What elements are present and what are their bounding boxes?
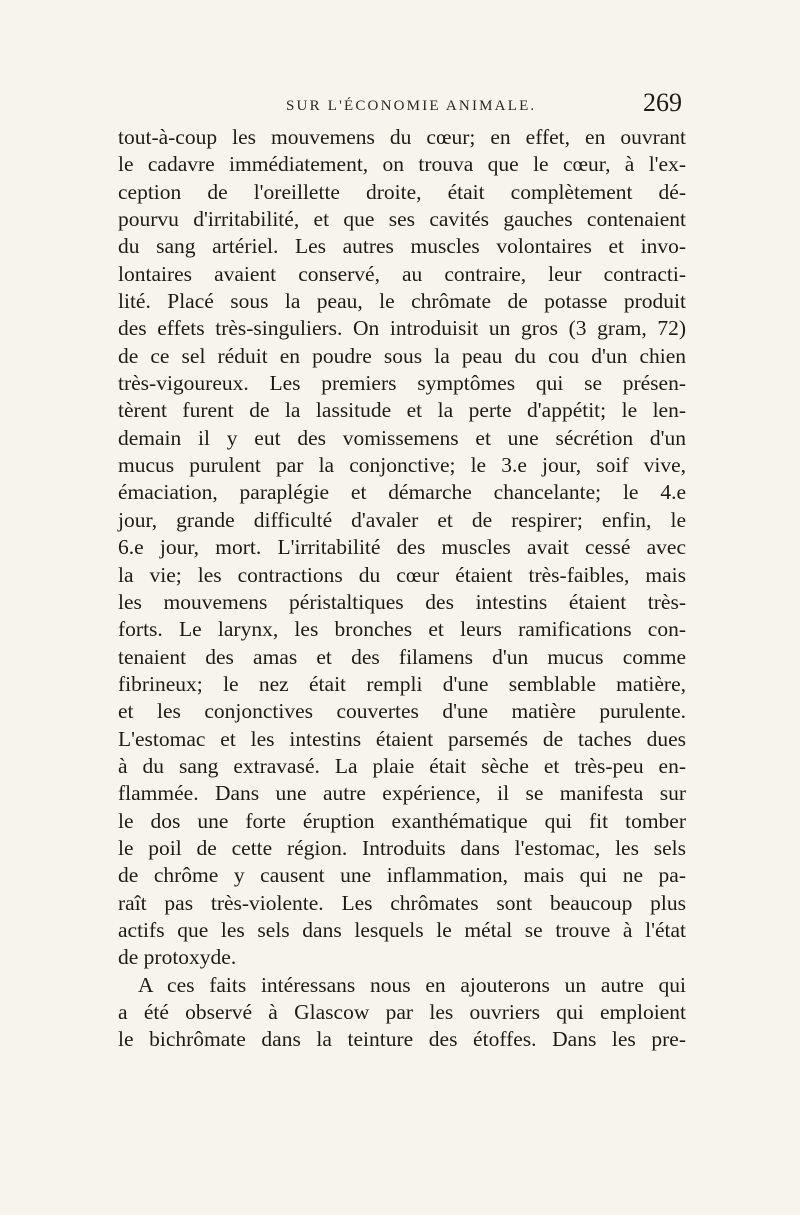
text-line: ception de l'oreillette droite, était complètement dé- [118,179,686,204]
page-header [118,82,686,122]
text-line: le poil de cette région. Introduits dans l'estomac, les sels [118,835,686,860]
body-text [118,124,686,1054]
text-line: actifs que les sels dans lesquels le métal se trouve à l'état [118,917,686,942]
text-line: lité. Placé sous la peau, le chrômate de potasse produit [118,289,686,314]
text-line: très-vigoureux. Les premiers symptômes qui se présen- [118,371,686,396]
text-line: lontaires avaient conservé, au contraire, leur contracti- [118,261,686,286]
text-line: du sang artériel. Les autres muscles volontaires et invo- [118,234,686,259]
text-line: 6.e jour, mort. L'irritabilité des muscles avait cessé avec [118,535,686,560]
text-line: le bichrômate dans la teinture des étoffes. Dans les pre- [118,1027,686,1052]
text-line: et les conjonctives couvertes d'une matière purulente. [118,699,686,724]
text-line: A ces faits intéressans nous en ajouterons un autre qui [138,972,686,997]
text-line: de protoxyde. [118,945,237,970]
text-line: fibrineux; le nez était rempli d'une semblable matière, [118,671,686,696]
text-line: le cadavre immédiatement, on trouva que le cœur, à l'ex- [118,152,686,177]
text-line: de chrôme y causent une inflammation, mais qui ne pa- [118,863,686,888]
text-line: flammée. Dans une autre expérience, il se manifesta sur [118,781,686,806]
text-line: émaciation, paraplégie et démarche chancelante; le 4.e [118,480,686,505]
text-line: forts. Le larynx, les bronches et leurs ramifications con- [118,617,686,642]
text-line: mucus purulent par la conjonctive; le 3.e jour, soif vive, [118,453,686,478]
text-line: demain il y eut des vomissemens et une sécrétion d'un [118,425,686,450]
text-line: de ce sel réduit en poudre sous la peau du cou d'un chien [118,343,686,368]
text-line: la vie; les contractions du cœur étaient très-faibles, mais [118,562,686,587]
text-line: le dos une forte éruption exanthématique qui fit tomber [118,808,686,833]
page-number: 269 [643,88,682,117]
running-head: SUR L'ÉCONOMIE ANIMALE. [286,98,537,114]
text-line: les mouvemens péristaltiques des intestins étaient très- [118,589,686,614]
text-line: tèrent furent de la lassitude et la perte d'appétit; le len- [118,398,686,423]
text-line: jour, grande difficulté d'avaler et de respirer; enfin, le [118,507,686,532]
text-line: à du sang extravasé. La plaie était sèche et très-peu en- [118,753,686,778]
text-line: a été observé à Glascow par les ouvriers qui emploient [118,1000,686,1024]
text-line: pourvu d'irritabilité, et que ses cavités gauches contenaient [118,207,686,232]
text-line: L'estomac et les intestins étaient parsemés de taches dues [118,726,686,751]
text-line: des effets très-singuliers. On introduisit un gros (3 gram, 72) [118,316,686,341]
text-line: tout-à-coup les mouvemens du cœur; en effet, en ouvrant [118,125,686,149]
text-line: tenaient des amas et des filamens d'un mucus comme [118,644,686,669]
text-line: raît pas très-violente. Les chrômates sont beaucoup plus [118,890,686,915]
